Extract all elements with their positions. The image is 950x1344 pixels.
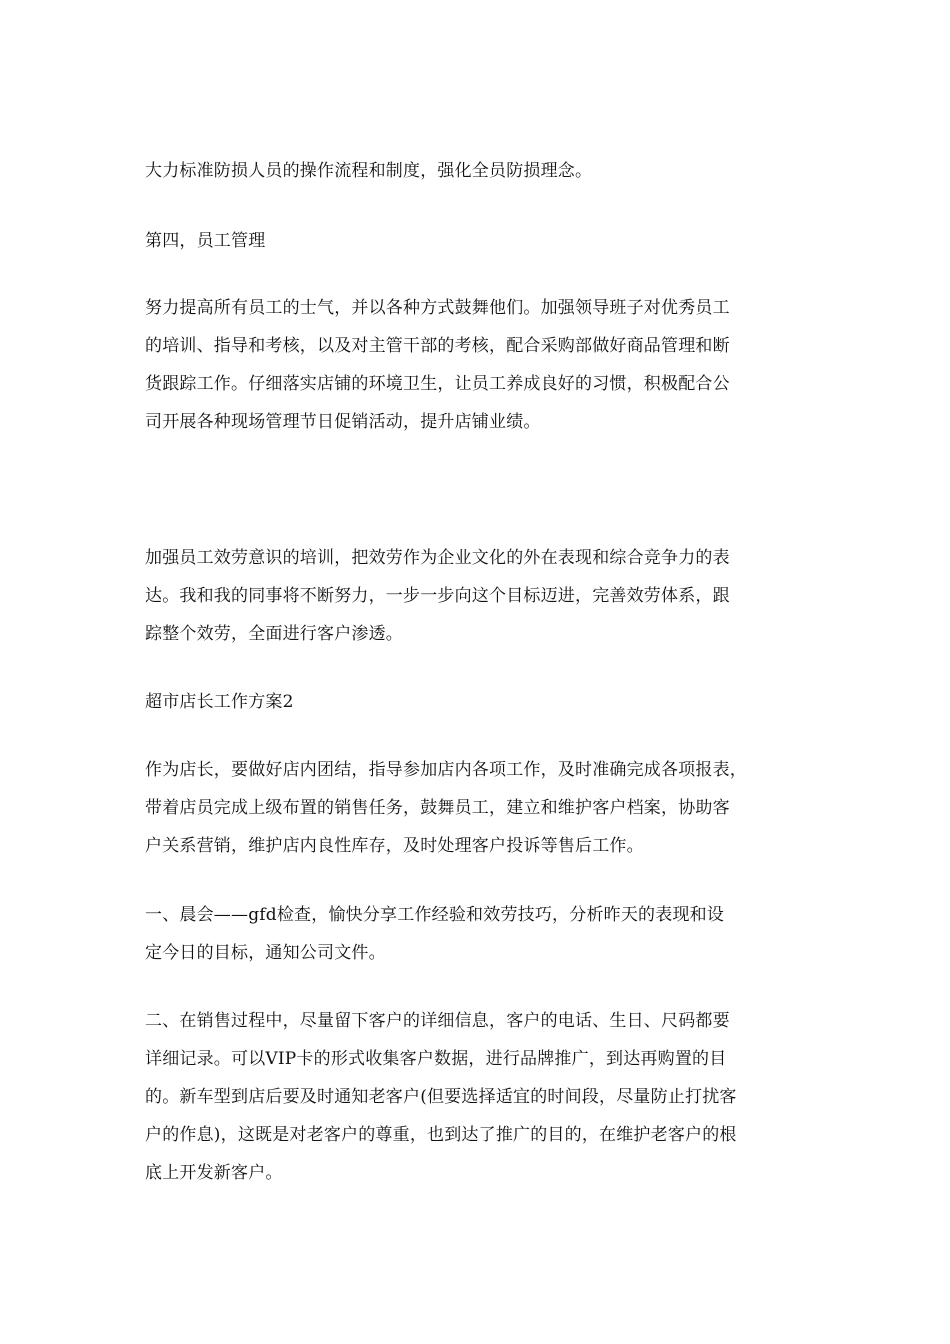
- text-line: 一、晨会——gfd检查，愉快分享工作经验和效劳技巧，分析昨天的表现和设: [145, 905, 725, 925]
- text-line: 定今日的目标，通知公司文件。: [145, 943, 386, 963]
- text-line: 努力提高所有员工的士气，并以各种方式鼓舞他们。加强领导班子对优秀员工: [145, 298, 730, 318]
- text-line: 大力标准防损人员的操作流程和制度，强化全员防损理念。: [145, 161, 593, 181]
- section-heading: 超市店长工作方案2: [145, 692, 294, 712]
- text-line: 详细记录。可以VIP卡的形式收集客户数据，进行品牌推广，到达再购置的目: [145, 1049, 727, 1069]
- text-line: 踪整个效劳，全面进行客户渗透。: [145, 624, 403, 644]
- text-line: 达。我和我的同事将不断努力，一步一步向这个目标迈进，完善效劳体系，跟: [145, 586, 730, 606]
- text-line: 加强员工效劳意识的培训，把效劳作为企业文化的外在表现和综合竞争力的表: [145, 548, 730, 568]
- text-line: 带着店员完成上级布置的销售任务，鼓舞员工，建立和维护客户档案，协助客: [145, 798, 730, 818]
- text-line: 司开展各种现场管理节日促销活动，提升店铺业绩。: [145, 412, 541, 432]
- text-line: 户关系营销，维护店内良性库存，及时处理客户投诉等售后工作。: [145, 836, 644, 856]
- section-heading: 第四，员工管理: [145, 231, 266, 251]
- text-line: 二、在销售过程中，尽量留下客户的详细信息，客户的电话、生日、尺码都要: [145, 1011, 730, 1031]
- text-line: 底上开发新客户。: [145, 1163, 283, 1183]
- text-line: 的培训、指导和考核，以及对主管干部的考核，配合采购部做好商品管理和断: [145, 336, 730, 356]
- text-line: 的。新车型到店后要及时通知老客户(但要选择适宜的时间段，尽量防止打扰客: [145, 1087, 737, 1107]
- text-line: 作为店长，要做好店内团结，指导参加店内各项工作，及时准确完成各项报表，: [145, 760, 747, 780]
- text-line: 户的作息)，这既是对老客户的尊重，也到达了推广的目的，在维护老客户的根: [145, 1125, 737, 1145]
- text-line: 货跟踪工作。仔细落实店铺的环境卫生，让员工养成良好的习惯，积极配合公: [145, 374, 730, 394]
